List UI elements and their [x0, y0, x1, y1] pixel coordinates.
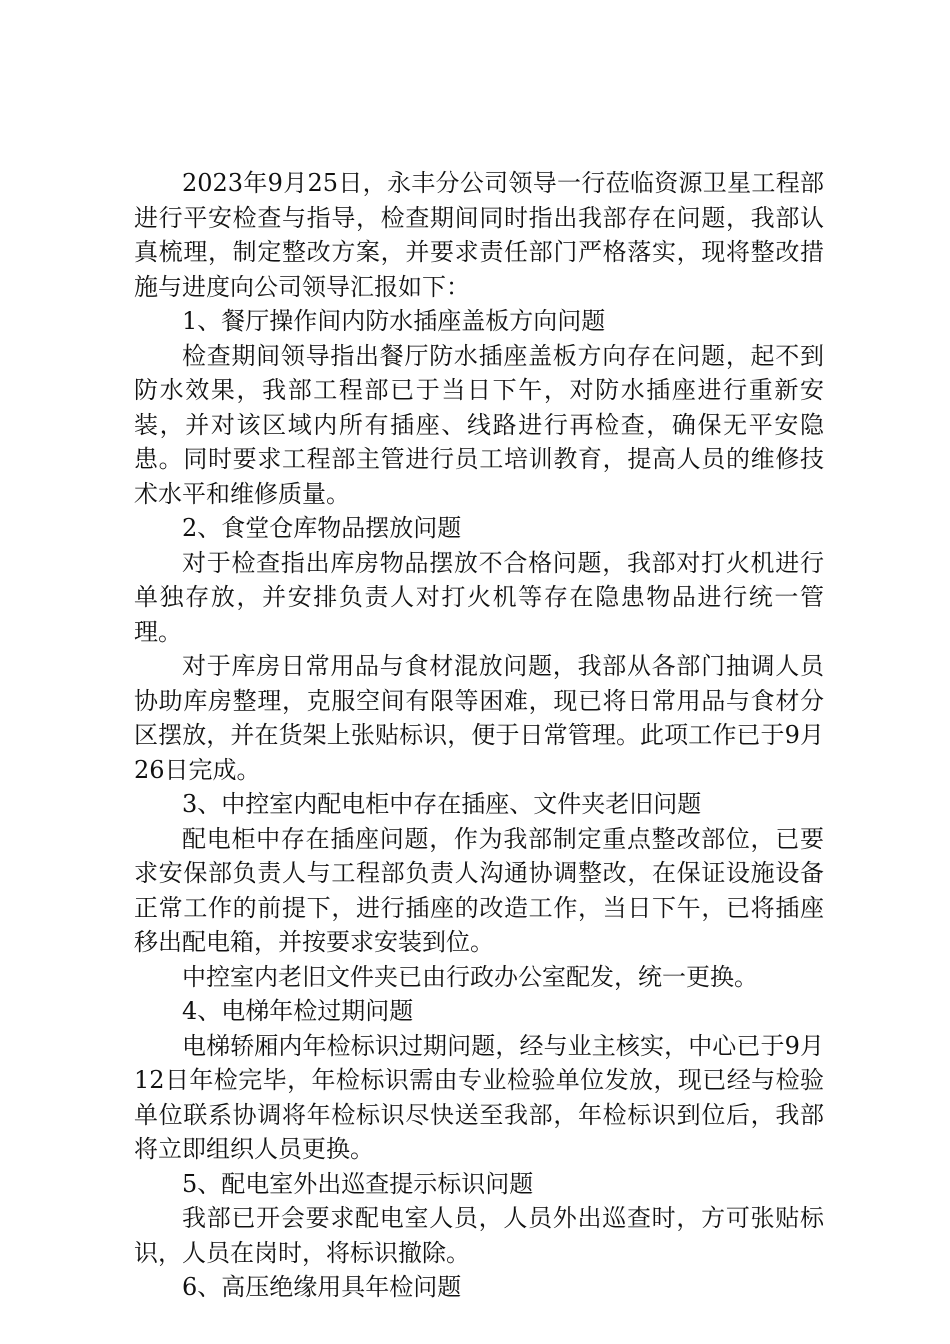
section-2-paragraph-1: 对于检查指出库房物品摆放不合格问题，我部对打火机进行单独存放，并安排负责人对打火机等存在隐患物品进行统一管理。: [134, 548, 824, 646]
section-heading-5: 5、配电室外出巡查提示标识问题: [182, 1169, 534, 1198]
section-heading-1: 1、餐厅操作间内防水插座盖板方向问题: [182, 307, 606, 335]
section-3-paragraph-1: 配电柜中存在插座问题，作为我部制定重点整改部位，已要求安保部负责人与工程部负责人沟通协调整改，在保证设施设备正常工作的前提下，进行插座的改造工作，当日下午，已将插座移出配电箱，并按要求安装到位。: [134, 824, 824, 956]
section-heading-4: 4、电梯年检过期问题: [182, 997, 414, 1025]
section-heading-3: 3、中控室内配电柜中存在插座、文件夹老旧问题: [182, 790, 702, 818]
section-5-paragraph: 我部已开会要求配电室人员，人员外出巡查时，方可张贴标识，人员在岗时，将标识撤除。: [134, 1204, 824, 1267]
section-4-paragraph: 电梯轿厢内年检标识过期问题，经与业主核实，中心已于9月12日年检完毕，年检标识需由专业检验单位发放，现已经与检验单位联系协调将年检标识尽快送至我部，年检标识到位后，我部将立即组织人员更换。: [134, 1031, 824, 1163]
section-1-paragraph: 检查期间领导指出餐厅防水插座盖板方向存在问题，起不到防水效果，我部工程部已于当日下午，对防水插座进行重新安装，并对该区域内所有插座、线路进行再检查，确保无平安隐患。同时要求工程部主管进行员工培训教育，提高人员的维修技术水平和维修质量。: [134, 341, 824, 508]
document-body: [134, 166, 824, 1305]
section-heading-2: 2、食堂仓库物品摆放问题: [182, 514, 462, 542]
intro-paragraph: 2023年9月25日，永丰分公司领导一行莅临资源卫星工程部进行平安检查与指导，检查期间同时指出我部存在问题，我部认真梳理，制定整改方案，并要求责任部门严格落实，现将整改措施与进度向公司领导汇报如下：: [134, 169, 824, 301]
section-2-paragraph-2: 对于库房日常用品与食材混放问题，我部从各部门抽调人员协助库房整理，克服空间有限等困难，现已将日常用品与食材分区摆放，并在货架上张贴标识，便于日常管理。此项工作已于9月26日完成。: [134, 652, 824, 784]
section-heading-6: 6、高压绝缘用具年检问题: [182, 1273, 462, 1301]
section-3-paragraph-2: 中控室内老旧文件夹已由行政办公室配发，统一更换。: [182, 962, 758, 991]
